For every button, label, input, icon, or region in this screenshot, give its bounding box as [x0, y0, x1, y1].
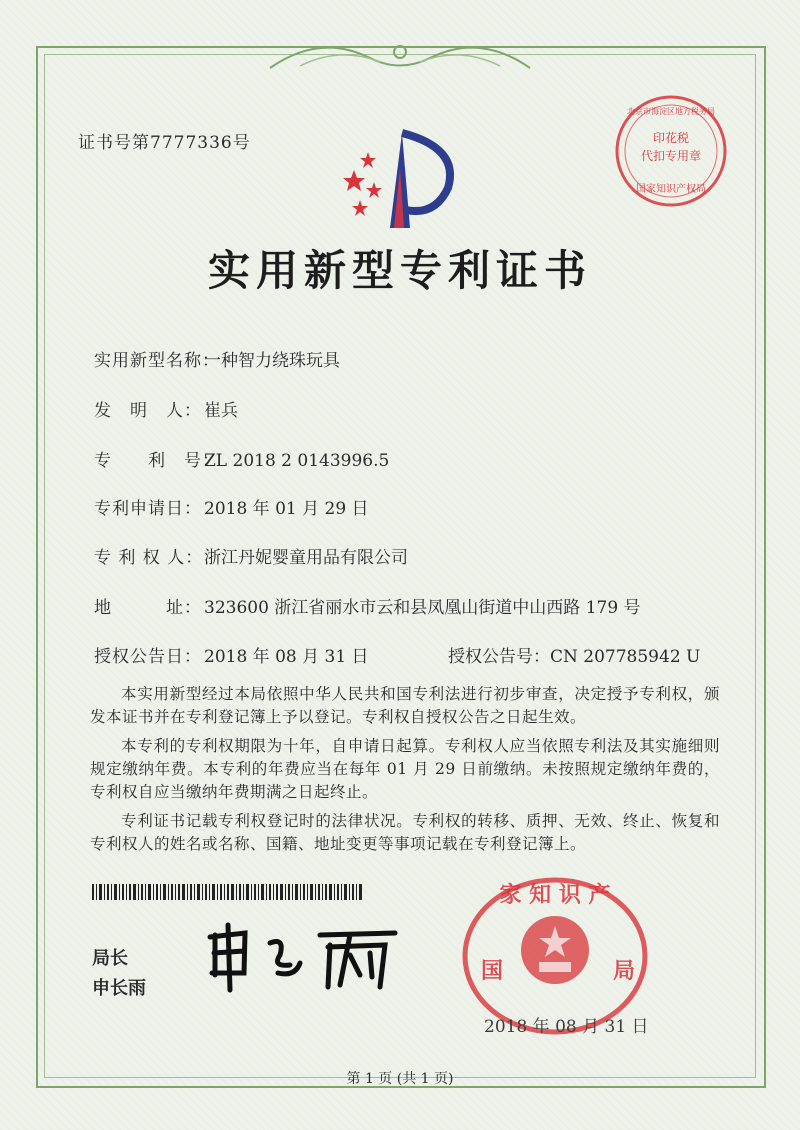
certificate-number: 证书号第7777336号	[78, 133, 251, 153]
body-paragraph-3: 专利证书记载专利权登记时的法律状况。专利权的转移、质押、无效、终止、恢复和专利权人的姓名或名称、国籍、地址变更等事项记载在专利登记簿上。	[90, 812, 720, 853]
svg-text:家 知 识 产: 家 知 识 产	[499, 883, 611, 908]
director-title: 局长	[92, 948, 128, 969]
cnipa-logo	[330, 128, 470, 238]
body-paragraph-1: 本实用新型经过本局依照中华人民共和国专利法进行初步审查，决定授予专利权，颁发本证书并在专利登记簿上予以登记。专利权自授权公告之日起生效。	[90, 685, 720, 726]
grant-number: 授权公告号：CN 207785942 U	[448, 647, 701, 667]
address: 地 址： 323600 浙江省丽水市云和县凤凰山街道中山西路 179 号	[94, 598, 641, 618]
barcode	[92, 884, 362, 900]
page-title: 实用新型专利证书	[207, 246, 592, 295]
director-signature	[200, 915, 410, 995]
svg-text:印花税: 印花税	[652, 131, 690, 145]
top-ornament	[260, 28, 540, 78]
page-footer: 第 1 页 (共 1 页)	[346, 1071, 454, 1087]
seal-date: 2018 年 08 月 31 日	[484, 1017, 649, 1037]
svg-text:国家知识产权局: 国家知识产权局	[636, 184, 706, 195]
director-name: 申长雨	[92, 978, 146, 999]
svg-text:代扣专用章: 代扣专用章	[640, 149, 702, 163]
patentee: 专 利 权 人：浙江丹妮婴童用品有限公司	[94, 548, 408, 568]
utility-model-name: 实用新型名称：一种智力绕珠玩具	[94, 351, 340, 371]
filing-date: 专利申请日： 2018 年 01 月 29 日	[94, 499, 369, 519]
svg-text:北京市海淀区地方税务局: 北京市海淀区地方税务局	[627, 107, 715, 116]
inventor: 发 明 人： 崔兵	[94, 401, 238, 421]
grant-date: 授权公告日： 2018 年 08 月 31 日	[94, 647, 369, 667]
certificate-body	[90, 683, 720, 862]
tax-stamp	[612, 92, 730, 210]
svg-text:国: 国	[481, 959, 504, 984]
svg-text:局: 局	[613, 959, 636, 984]
body-paragraph-2: 本专利的专利权期限为十年，自申请日起算。专利权人应当依照专利法及其实施细则规定缴纳年费。本专利的年费应当在每年 01 月 29 日前缴纳。未按照规定缴纳年费的，专利权自应当缴纳年费期满之日起终止。	[90, 737, 720, 801]
patent-number: 专 利 号：ZL 2018 2 0143996.5	[94, 451, 390, 471]
